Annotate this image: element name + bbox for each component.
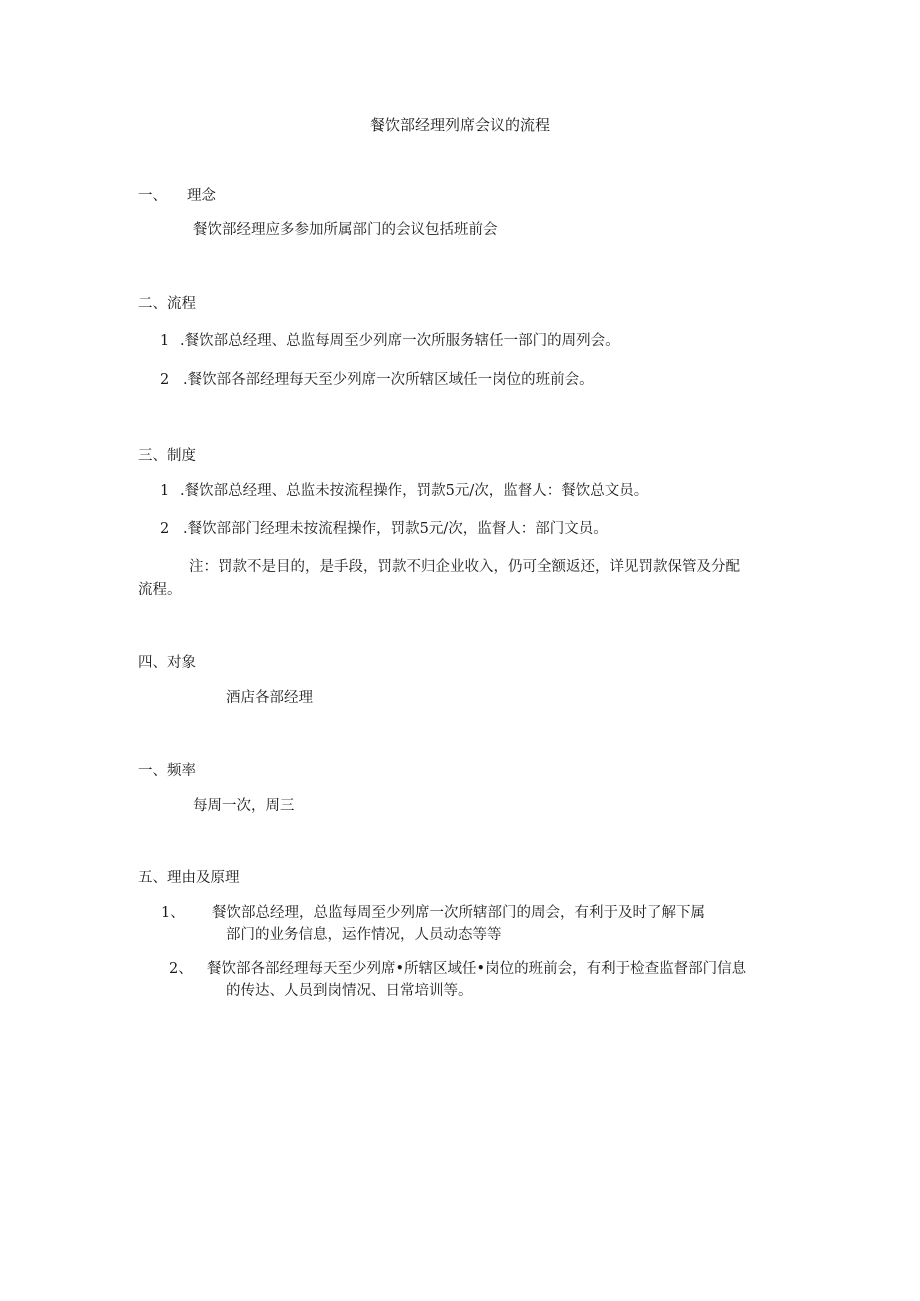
section-5-body: 每周一次，周三 [193,798,295,814]
section-1-number: 一、 [138,188,167,204]
document-title: 餐饮部经理列席会议的流程 [369,116,550,134]
section-3-heading: 三、制度 [138,448,196,464]
list-item-text: .餐饮部各部经理每天至少列席一次所辖区域任一岗位的班前会。 [183,372,594,388]
section-4-body: 酒店各部经理 [226,690,313,706]
section-4-heading: 四、对象 [138,655,196,671]
list-item-text: .餐饮部总经理、总监每周至少列席一次所服务辖任一部门的周列会。 [180,333,620,349]
list-item-number: 2 [160,521,170,537]
list-item-number: 2 [160,372,170,388]
section-2-heading: 二、流程 [138,296,196,312]
section-5-heading: 一、频率 [138,763,196,779]
list-item-text: .餐饮部部门经理未按流程操作，罚款5元/次，监督人：部门文员。 [183,521,608,537]
list-item-text: 餐饮部各部经理每天至少列席•所辖区域任•岗位的班前会，有利于检查监督部门信息 [207,961,747,977]
list-item-number: 1 [160,483,170,499]
list-item-number: 1 [160,333,170,349]
list-item-number: 2、 [169,961,193,977]
section-3-note: 注：罚款不是目的，是手段，罚款不归企业收入，仍可全额返还，详见罚款保管及分配 [189,559,740,575]
section-1-heading: 理念 [187,188,216,204]
list-item-number: 1、 [161,905,185,921]
list-item-text: .餐饮部总经理、总监未按流程操作，罚款5元/次，监督人：餐饮总文员。 [180,483,649,499]
list-item-text-continued: 的传达、人员到岗情况、日常培训等。 [226,983,473,999]
section-6-heading: 五、理由及原理 [138,870,240,886]
section-1-body: 餐饮部经理应多参加所属部门的会议包括班前会 [193,222,498,238]
section-3-note-continued: 流程。 [138,582,182,598]
list-item-text-continued: 部门的业务信息，运作情况，人员动态等等 [226,927,502,943]
list-item-text: 餐饮部总经理，总监每周至少列席一次所辖部门的周会，有利于及时了解下属 [212,905,705,921]
